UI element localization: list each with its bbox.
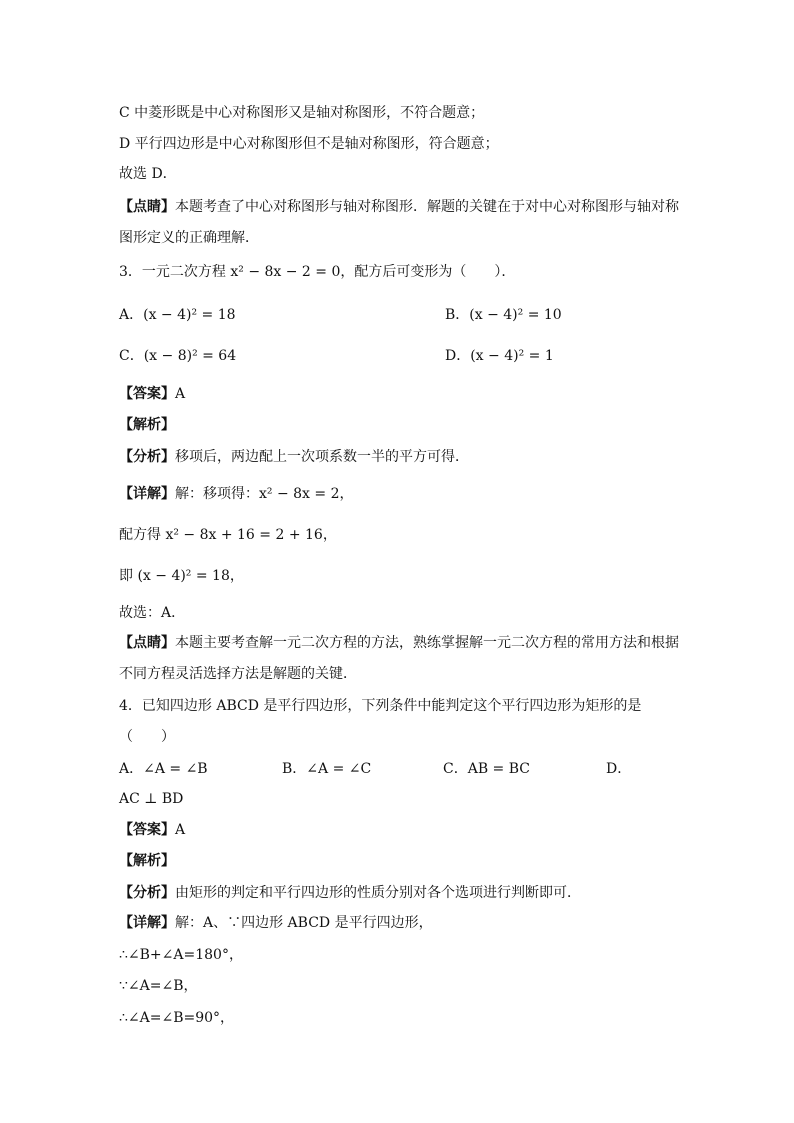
jiexi-heading: 【解析】 <box>119 417 175 433</box>
solution-step: ∵∠A=∠B， <box>119 978 198 994</box>
xiangjie-line <box>119 485 353 503</box>
text-line: 图形定义的正确理解． <box>119 230 259 246</box>
dianjing-tag: 【点睛】 <box>119 199 175 215</box>
solution-step: ∴∠B+∠A=180°， <box>119 947 243 963</box>
solution-step: 即 (x − 4)² = 18， <box>119 568 244 584</box>
xiangjie-text: 解：移项得：x² − 8x = 2， <box>175 486 354 502</box>
solution-step: 配方得 x² − 8x + 16 = 2 + 16， <box>119 527 337 543</box>
dianjing-text: 本题考查了中心对称图形与轴对称图形．解题的关键在于对中心对称图形与轴对称 <box>175 199 679 215</box>
answer-tag: 【答案】 <box>119 822 175 838</box>
fenxi-text: 移项后，两边配上一次项系数一半的平方可得． <box>175 449 469 465</box>
question-4: 4．已知四边形 ABCD 是平行四边形，下列条件中能判定这个平行四边形为矩形的是 <box>119 698 642 714</box>
text-line: 故选 D． <box>119 166 177 182</box>
dianjing-tag: 【点睛】 <box>119 635 175 651</box>
xiangjie-tag: 【详解】 <box>119 915 175 931</box>
answer-value: A <box>175 822 186 838</box>
option-4c: C．AB = BC <box>443 761 531 777</box>
option-3b: B．(x − 4)² = 10 <box>445 307 562 323</box>
answer-value: A <box>175 386 186 402</box>
option-4a: A．∠A = ∠B <box>119 761 208 777</box>
dianjing-line <box>119 634 679 652</box>
xiangjie-tag: 【详解】 <box>119 486 175 502</box>
question-4-paren: （ ） <box>119 729 175 745</box>
text-line: 不同方程灵活选择方法是解题的关键． <box>119 666 357 682</box>
option-3c: C．(x − 8)² = 64 <box>119 348 237 364</box>
fenxi-text: 由矩形的判定和平行四边形的性质分别对各个选项进行判断即可． <box>175 885 581 901</box>
fenxi-tag: 【分析】 <box>119 885 175 901</box>
dianjing-text: 本题主要考查解一元二次方程的方法，熟练掌握解一元二次方程的常用方法和根据 <box>175 635 679 651</box>
xiangjie-line <box>119 914 433 932</box>
solution-step: 故选：A． <box>119 605 186 621</box>
answer-tag: 【答案】 <box>119 386 175 402</box>
fenxi-tag: 【分析】 <box>119 449 175 465</box>
fenxi-line <box>119 884 581 902</box>
answer-line <box>119 821 185 839</box>
option-3a: A．(x − 4)² = 18 <box>119 307 236 323</box>
option-4d-text: AC ⊥ BD <box>119 791 184 807</box>
option-4d: D． <box>606 761 632 777</box>
xiangjie-text: 解：A、∵四边形 ABCD 是平行四边形， <box>175 915 433 931</box>
answer-line <box>119 385 185 403</box>
text-line: C 中菱形既是中心对称图形又是轴对称图形，不符合题意； <box>119 105 485 121</box>
option-4b: B．∠A = ∠C <box>282 761 372 777</box>
solution-step: ∴∠A=∠B=90°， <box>119 1010 235 1026</box>
fenxi-line <box>119 448 469 466</box>
text-line: D 平行四边形是中心对称图形但不是轴对称图形，符合题意； <box>119 136 499 152</box>
option-3d: D．(x − 4)² = 1 <box>445 348 554 364</box>
jiexi-heading: 【解析】 <box>119 853 175 869</box>
question-3: 3．一元二次方程 x² − 8x − 2 = 0，配方后可变形为（ ）． <box>119 264 516 280</box>
dianjing-line <box>119 198 679 216</box>
